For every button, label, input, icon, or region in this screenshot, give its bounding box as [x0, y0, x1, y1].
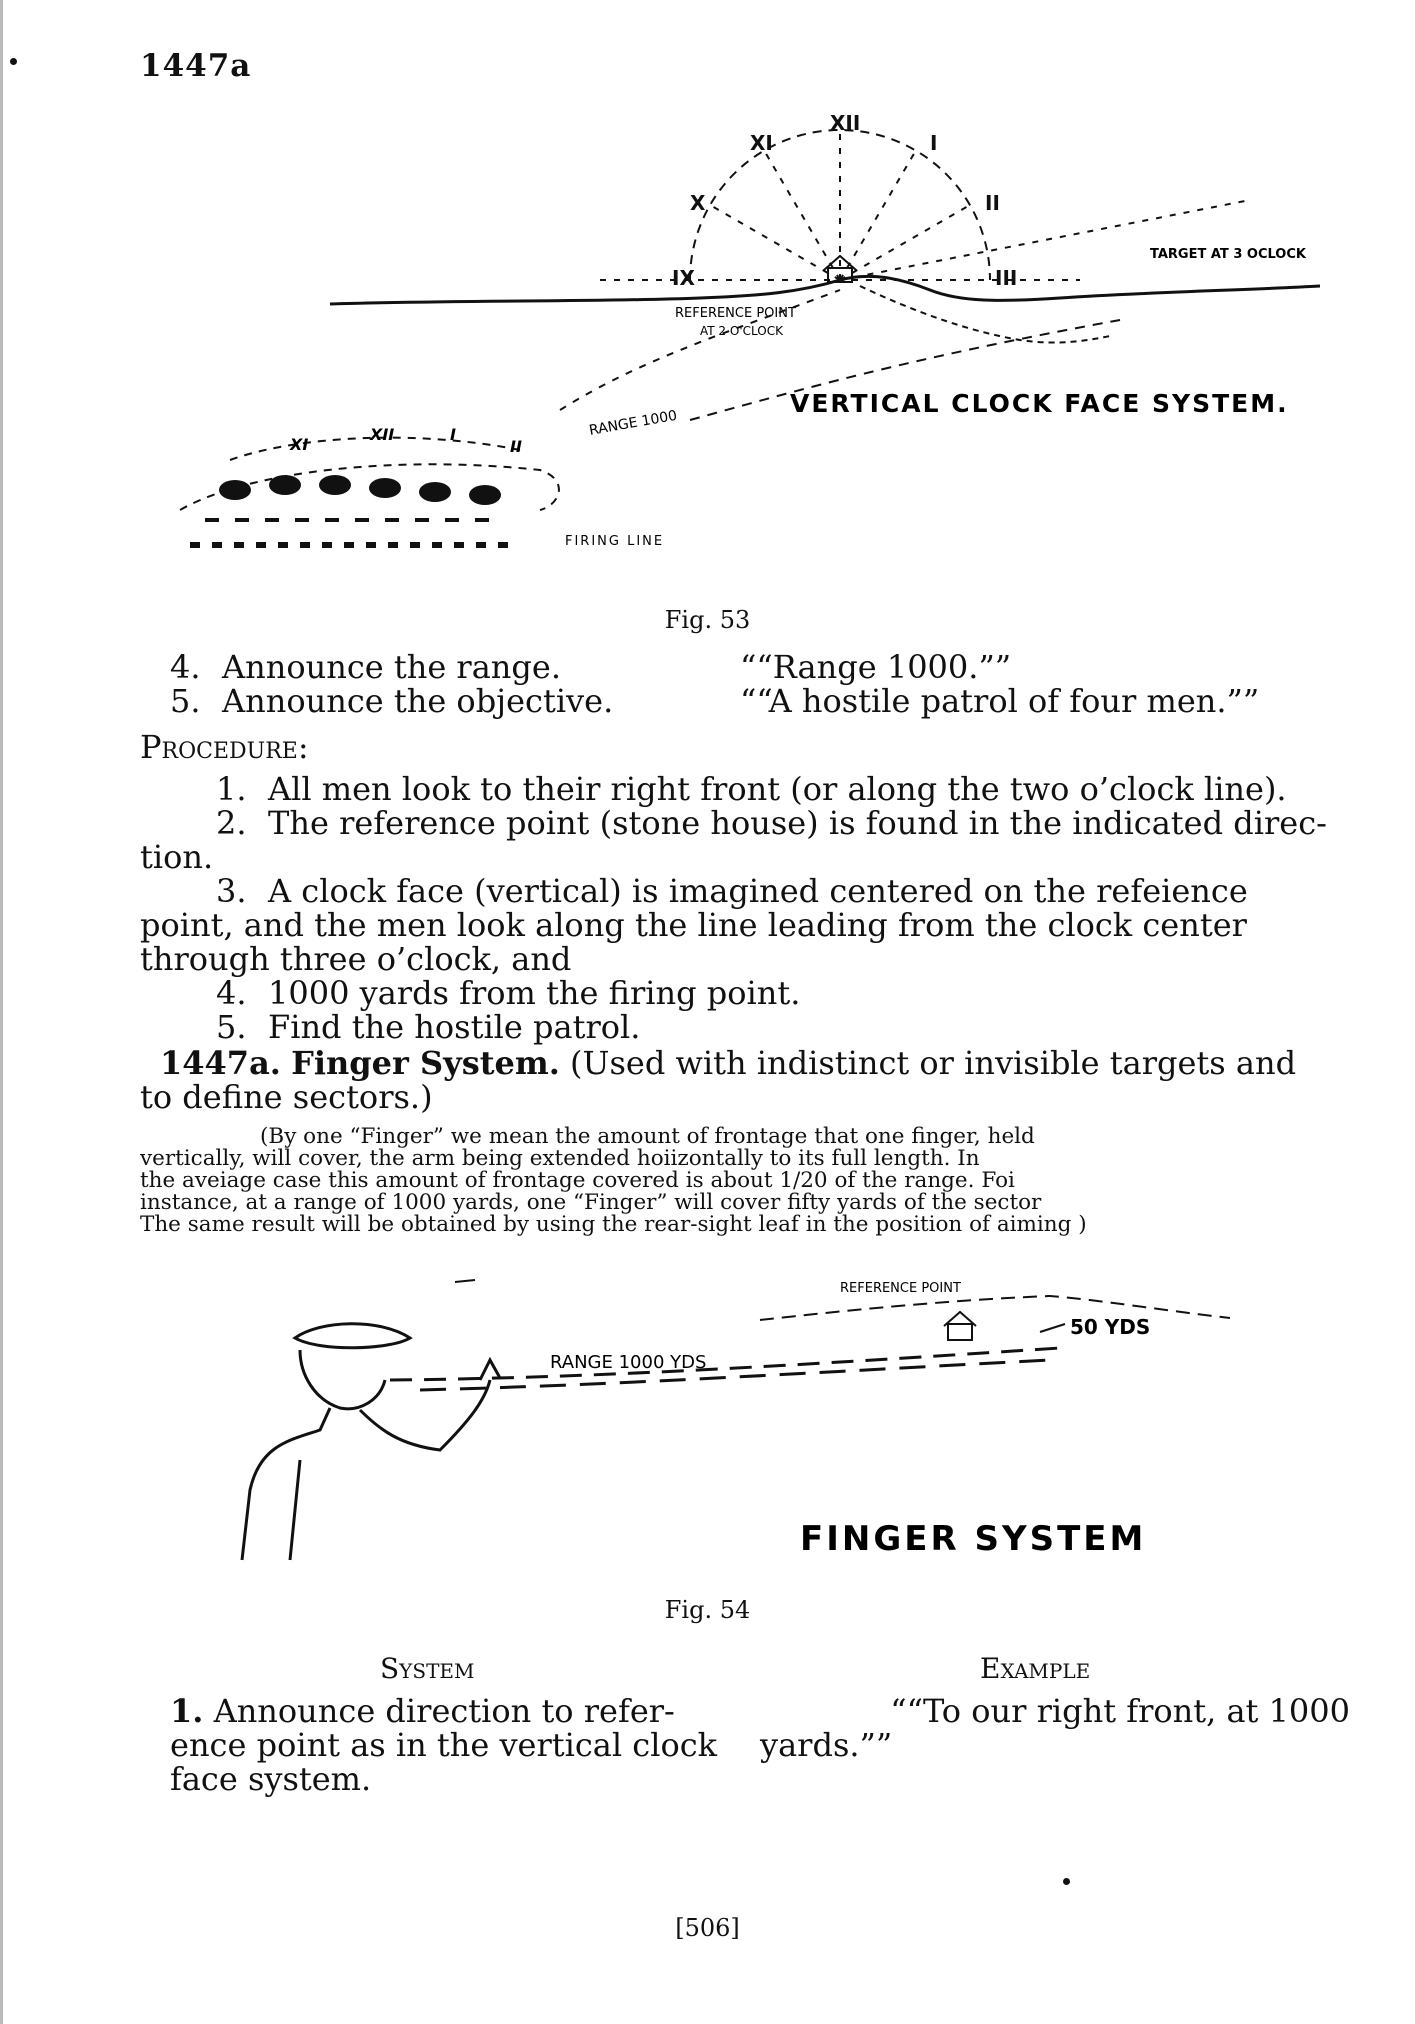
firing-numeral-xi: XI [290, 435, 309, 454]
row-system-text: ence point as in the vertical clock [170, 1726, 718, 1764]
label-reference-point-time: AT 2 O'CLOCK [700, 324, 783, 338]
step-text: Announce the range. [222, 648, 561, 686]
procedure-item-continuation: through three o’clock, and [140, 940, 572, 978]
clock-numeral-xi: XI [750, 131, 773, 155]
clock-numeral-xii: XII [830, 111, 861, 135]
section-intro-continuation: to define sectors.) [140, 1078, 433, 1116]
step-row [170, 684, 1340, 718]
section-title: Finger System. [291, 1044, 560, 1082]
label-reference-point: REFERENCE POINT [675, 306, 796, 321]
step-row [170, 650, 1340, 684]
note-line: vertically, will cover, the arm being extended hoiizontally to its full length. In [140, 1146, 980, 1171]
procedure-item [216, 976, 800, 1010]
note-line: (By one “Finger” we mean the amount of frontage that one finger, held [260, 1124, 1035, 1149]
speck [10, 58, 17, 65]
section-intro: (Used with indistinct or invisible targets and [570, 1044, 1297, 1082]
finger-note [140, 1126, 1335, 1236]
row-example-text: yards.”” [760, 1726, 893, 1764]
clock-numeral-x: X [690, 191, 706, 215]
procedure-item-number: 5. [216, 1008, 247, 1046]
procedure-item [216, 806, 1327, 840]
soldier-icon [242, 1324, 500, 1560]
row-example-text: ““To our right front, at 1000 [890, 1692, 1350, 1730]
figure-54-finger-system [0, 1260, 1415, 1590]
procedure-item-continuation: point, and the men look along the line leading from the clock center [140, 906, 1247, 944]
label-target: TARGET AT 3 OCLOCK [1150, 247, 1306, 262]
label-range-yds: RANGE 1000 YDS [550, 1352, 707, 1373]
row-system-text: face system. [170, 1760, 372, 1798]
row-number: 1. [170, 1692, 204, 1730]
page-footer: [506] [675, 1914, 740, 1942]
finger-system-heading [160, 1046, 1296, 1080]
procedure-item [216, 1010, 640, 1044]
soldiers-icon [190, 475, 520, 545]
note-line: instance, at a range of 1000 yards, one “Finger” will cover fifty yards of the sector [140, 1190, 1042, 1215]
label-finger-system-title: FINGER SYSTEM [800, 1519, 1147, 1559]
table-row [170, 1728, 1350, 1762]
step-text: Announce the objective. [222, 682, 614, 720]
section-number-inline: 1447a. [160, 1044, 281, 1082]
procedure-item-text: The reference point (stone house) is found in the indicated direc- [268, 804, 1327, 842]
clock-numeral-iii: III [995, 266, 1018, 290]
step-example: ““Range 1000.”” [740, 648, 1012, 686]
procedure-item-number: 1. [216, 770, 247, 808]
procedure-item-text: 1000 yards from the firing point. [268, 974, 801, 1012]
step-number: 4. [170, 648, 201, 686]
procedure-item-number: 4. [216, 974, 247, 1012]
label-firing-line: FIRING LINE [565, 534, 665, 549]
firing-numeral-ii: II [510, 437, 522, 456]
column-header-system: System [380, 1652, 475, 1685]
speck [1063, 1878, 1070, 1885]
note-line: The same result will be obtained by using the rear-sight leaf in the position of aiming ) [140, 1212, 1087, 1237]
clock-numeral-ii: II [985, 191, 1000, 215]
house-icon [944, 1312, 976, 1340]
clock-numeral-i: I [930, 131, 938, 155]
note-line: the aveiage case this amount of frontage covered is about 1/20 of the range. Foi [140, 1168, 1015, 1193]
figure-53-caption: Fig. 53 [664, 606, 751, 634]
procedure-item-text: Find the hostile patrol. [268, 1008, 641, 1046]
figure-54-caption: Fig. 54 [664, 1596, 751, 1624]
label-reference-point-54: REFERENCE POINT [840, 1281, 961, 1296]
firing-numeral-xii: XII [370, 425, 395, 444]
column-header-example: Example [980, 1652, 1091, 1685]
procedure-item [216, 772, 1287, 806]
procedure-item-text: All men look to their right front (or along the two o’clock line). [268, 770, 1287, 808]
firing-numeral-i: I [450, 425, 456, 444]
label-50-yds: 50 YDS [1070, 1315, 1151, 1339]
step-example: ““A hostile patrol of four men.”” [740, 682, 1260, 720]
clock-numeral-ix: IX [672, 266, 695, 290]
figure-53-vertical-clock-face [0, 90, 1415, 590]
table-row [170, 1694, 1350, 1728]
section-number: 1447a [140, 48, 252, 84]
row-system-text: Announce direction to refer- [213, 1692, 675, 1730]
step-number: 5. [170, 682, 201, 720]
procedure-item-text: A clock face (vertical) is imagined centered on the refeience [268, 872, 1248, 910]
procedure-heading: Procedure: [140, 728, 309, 766]
procedure-item-continuation: tion. [140, 838, 214, 876]
label-range: RANGE 1000 [587, 407, 679, 439]
procedure-item-number: 2. [216, 804, 247, 842]
label-clock-face-title: VERTICAL CLOCK FACE SYSTEM. [790, 389, 1289, 418]
procedure-item [216, 874, 1248, 908]
procedure-item-number: 3. [216, 872, 247, 910]
